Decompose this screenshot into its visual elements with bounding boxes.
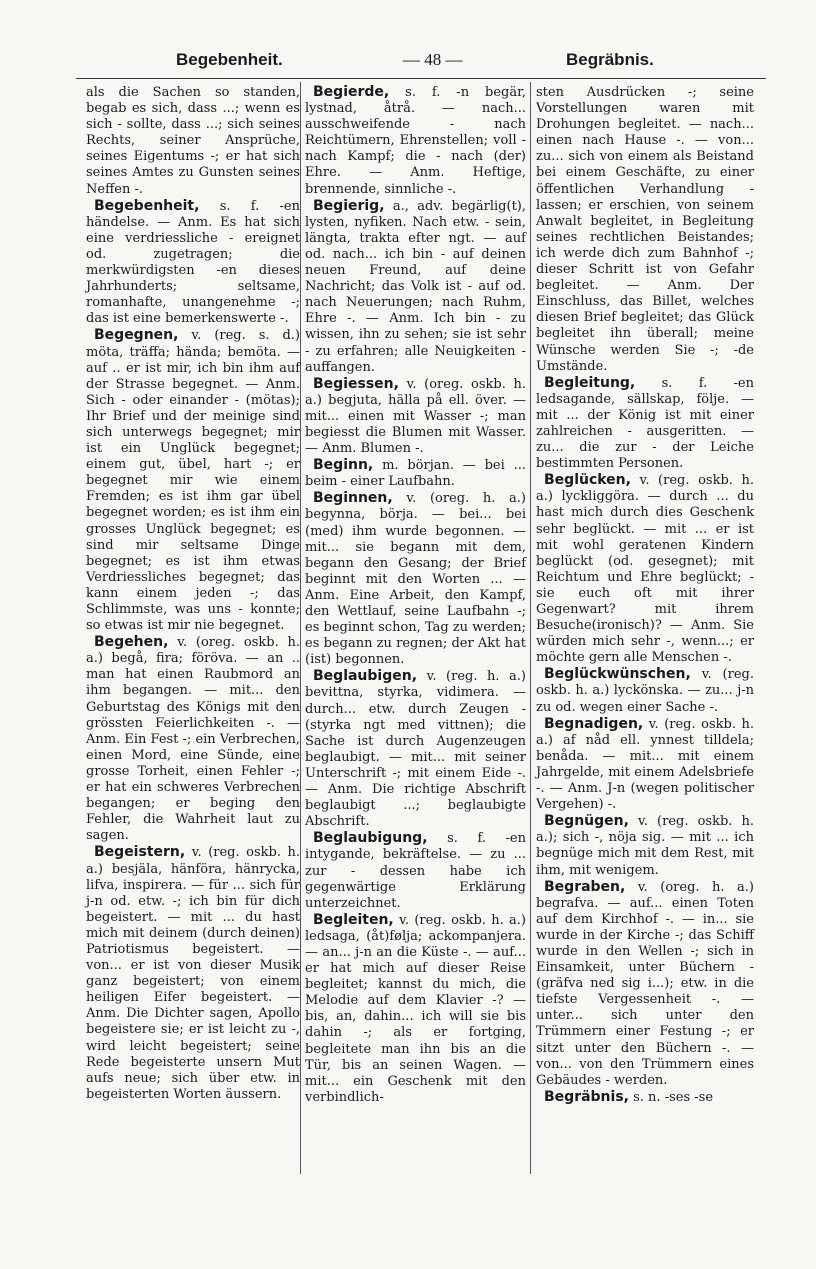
entry	[536, 879, 754, 1089]
headword: Begeistern,	[94, 844, 186, 861]
headword: Begebenheit,	[94, 197, 200, 214]
entry	[536, 1089, 754, 1106]
entry-text: v. (oreg. oskb. h. a.) begå, fira; förövа. — an .. man hat einen Raubmord an ihm begangen. — mit... den Geburtstag des Königs mit den grössten Feierlichkeiten -. — Anm. Ein Fest -; ein Verbrechen, einen Mord, eine Sünde, eine grosse Torheit, einen Fehler -; er hat ein schweres Verbrechen begangen; er beging den Fehler, die Wahrheit laut zu sagen.	[86, 635, 300, 844]
headword: Begierde,	[313, 84, 390, 100]
entry-text: als die Sachen so standen, begab es sich, dass ...; wenn es sich - sollte, dass ...; sich seines Rechts, seiner Ansprüche, seines Eigentums -; er hat sich seines Amtes zu Gunsten seines Neffen -.	[86, 85, 300, 197]
entry-text: s. f. -en händelse. — Anm. Es hat sich eine verdriessliche - ereignet od. zugetragen; die merkwürdigsten -en dieses Jahrhunderts; seltsame, romanhafte, unangenehme -; das ist eine bemerkenswerte -.	[86, 198, 300, 327]
header-right-guideword: Begräbnis.	[566, 50, 654, 69]
entry-text: v. (reg. oskb. h. a.) lyckliggöra. — durch ... du hast mich durch dies Geschenk sehr beglückt. — mit ... er ist mit wohl geratenen Kindern beglückt (od. gesegnet); mit Reichtum und Ehre beglückt; - sie euch oft mit ihrer Gegenwart? mit ihrem Besuche(ironisch)? — Anm. Sie würden mich sehr -, wenn...; er möchte gern alle Menschen -.	[536, 473, 754, 666]
entry-text: v. (oreg. h. a.) begynna, börja. — bei... bei (med) ihm wurde begonnen. — mit... sie begann mit dem, begann den Gesang; der Brief beginnt mit den Worten ... — Anm. Eine Arbeit, den Kampf, den Wettlauf, seine Laufbahn -; es beginnt schon, Tag zu werden; es begann zu regnen; der Akt hat (ist) begonnen.	[305, 491, 526, 668]
entry	[86, 84, 300, 198]
headword: Beginn,	[313, 457, 374, 474]
headword: Begleiten,	[313, 911, 394, 928]
entry	[305, 490, 526, 668]
entry-text: v. (reg. oskb. h. a.) ledsaga, (åt)følja; ackompanjera. — an... j-n an die Küste -. — auf... er hat mich auf dieser Reise begleitet; kannst du mich, die Melodie auf dem Klavier -? — bis, an, dahin... ich will sie bis dahin -; als er fortging, begleitete man ihn bis an die Tür, bis an seinen Wagen. — mit... ein Geschenk mit den verbindlich-	[305, 912, 527, 1105]
entry-text: v. (oreg. oskb. h. a.) begjuta, hälla på ell. över. — mit... einen mit Wasser -; man begiesst die Blumen mit Wasser. — Anm. Blumen -.	[305, 376, 526, 457]
headword: Begräbnis,	[544, 1088, 629, 1105]
entry	[305, 84, 526, 198]
entry-text: v. (reg. oskb. h. a.) lyckönska. — zu... j-n zu od. wegen einer Sache -.	[536, 667, 754, 715]
header-rule	[76, 78, 766, 79]
entry-text: s. f. -en ledsagande, sällskap, följe. — mit ... der König ist mit einer zahlreichen - ausgeritten. — zu... die zur - der Leiche bestimmten Personen.	[536, 375, 754, 472]
headword: Begraben,	[544, 878, 626, 895]
column-divider	[530, 82, 531, 1174]
entry	[536, 813, 754, 878]
headword: Beglückwünschen,	[544, 666, 691, 683]
headword: Begehen,	[94, 634, 169, 651]
entry	[86, 198, 300, 328]
entry-text: s. n. -ses -se	[633, 1089, 714, 1105]
entry	[305, 668, 526, 830]
entry	[305, 457, 526, 490]
entry-text: v. (reg. oskb. h. a.) af nåd ell. ynnest tilldela; benåda. — mit... mit einem Jahrgelde, mit einem Adelsbriefe -. — Anm. J-n (wegen politischer Vergehen) -.	[536, 716, 754, 813]
headword: Beginnen,	[313, 490, 393, 507]
entry-text: v. (reg. oskb. h. a.) besjäla, hänföra, hänrycka, lifva, inspirera. — für ... sich für j-n od. etw. -; ich bin für dich begeistert. — mit ... du hast mich mit deinem (durch deinen) Patriotismus begeistert. — von... er ist von dieser Musik ganz begeistert; von einem heiligen Eifer begeistert. — Anm. Die Dichter sagen, Apollo begeistere sie; er ist leicht zu -, wird leicht begeistert; seine Rede begeisterte unsern Mut aufs neue; sich über etw. in begeisterten Worten äussern.	[86, 845, 300, 1102]
entry-text: a., adv. begärlig(t), lysten, nyfiken. Nach etw. - sein, längta, trakta efter ngt. — auf od. nach... ich bin - auf deinen neuen Freund, auf deine Nachricht; das Volk ist - auf od. nach Neuerungen; nach Ruhm, Ehre -. — Anm. Ich bin - zu wissen, ihn zu sehen; sie ist sehr - zu erfahren; alle Neuigkeiten - auffangen.	[305, 198, 526, 375]
entry	[305, 198, 526, 376]
headword: Begleitung,	[544, 374, 636, 391]
page-header	[60, 46, 760, 74]
entry	[536, 716, 754, 814]
column-3	[536, 84, 754, 1106]
header-left-guideword: Begebenheit.	[176, 50, 283, 69]
headword: Begierig,	[313, 197, 385, 214]
entry-text: v. (oreg. h. a.) begrafva. — auf... einen Toten auf dem Kirchhof -. — in... sie wurde in der Kirche -; das Schiff wurde in den Wellen -; sich in Einsamkeit, unter Büchern - (gräfva ned sig i...); etw. in die tiefste Vergessenheit -. — unter... sich unter den Trümmern einer Festung -; er sitzt unter den Büchern -. — von... von den Trümmern eines Gebäudes - werden.	[536, 879, 754, 1088]
entry	[305, 912, 526, 1106]
headword: Begnügen,	[544, 813, 629, 830]
entry	[536, 666, 754, 715]
entry	[305, 376, 526, 457]
column-1	[86, 84, 300, 1103]
headword: Begnadigen,	[544, 715, 644, 732]
entry-text: v. (reg. oskb. h. a.); sich -, nöja sig. — mit ... ich begnüge mich mit dem Rest, mit ihm, mit wenigem.	[536, 814, 754, 878]
entry-text: s. f. -en intygande, bekräftelse. — zu ... zur - dessen habe ich gegenwärtige Erklärung unterzeichnet.	[305, 831, 526, 911]
column-divider	[300, 82, 301, 1174]
column-2	[305, 84, 526, 1106]
entry	[86, 634, 300, 844]
entry-text: v. (reg. s. d.) möta, träffa; hända; bemöta. — auf .. er ist mir, ich bin ihm auf der Strasse begegnet. — Anm. Sich - oder einander - (mötas); Ihr Brief und der meinige sind sich unterwegs begegnet; mir ist ein Unglück begegnet; einem gut, übel, hart -; er begegnet mir wie einem Fremden; es ist ihm gar übel begegnet worden; es ist ihm ein grosses Unglück begegnet; es sind mir seltsame Dinge begegnet; es ist ihm etwas Verdriessliches begegnet; das kann einem jeden -; das Schlimmste, was uns - konnte; so etwas ist mir nie begegnet.	[86, 328, 300, 634]
entry	[305, 830, 526, 911]
headword: Beglaubigung,	[313, 830, 428, 847]
entry	[86, 844, 300, 1103]
entry-text: v. (reg. h. a.) bevittna, styrka, vidimera. — durch... etw. durch Zeugen - (styrka ngt med vittnen); die Sache ist durch Augenzeugen beglaubigt. — mit... mit seiner Unterschrift -; mit einem Eide -. — Anm. Die richtige Abschrift beglaubigt ...; beglaubigte Abschrift.	[305, 669, 526, 830]
headword: Begegnen,	[94, 327, 179, 344]
entry	[86, 327, 300, 634]
entry-text: sten Ausdrücken -; seine Vorstellungen waren mit Drohungen begleitet. — nach... einen nach Hause -. — von... zu... sich von einem als Beistand bei einem Geschäfte, zu einer öffentlichen Verhandlung - lassen; er erschien, von seinem Anwalt begleitet, in Begleitung seines rechtlichen Beistandes; ich werde dich zum Bahnhof -; dieser Schritt ist von Gefahr begleitet. — Anm. Der Einschluss, das Billet, welches diesen Brief begleitet; das Glück begleitet ihn überall; meine Wünsche werden Sie -; -de Umstände.	[536, 85, 754, 374]
headword: Beglaubigen,	[313, 668, 418, 685]
entry-text: m. början. — bei ... beim - einer Laufbahn.	[305, 458, 526, 490]
headword: Beglücken,	[544, 472, 631, 489]
entry	[536, 375, 754, 473]
page-number: — 48 —	[403, 50, 463, 69]
entry-text: s. f. -n begär, lystnad, åtrå. — nach... ausschweifende - nach Reichtümern, Ehrenstellen; voll - nach Kampf; die - nach (der) Ehre. — Anm. Heftige, brennende, sinnliche -.	[305, 85, 527, 197]
entry	[536, 84, 754, 375]
entry	[536, 472, 754, 666]
headword: Begiessen,	[313, 375, 399, 392]
